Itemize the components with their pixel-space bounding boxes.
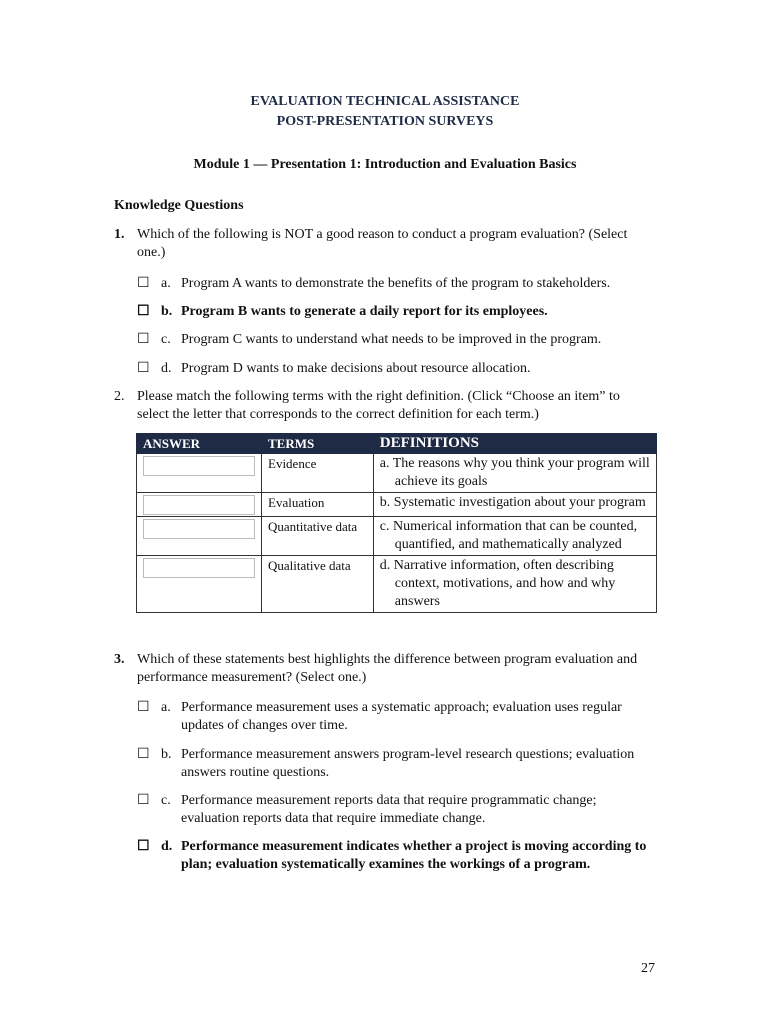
question-1 [114, 226, 654, 262]
definition-cell [373, 556, 656, 613]
option-letter: b. [161, 747, 172, 762]
definition-text: b. Systematic investigation about your program [379, 495, 646, 510]
checkbox-icon[interactable]: ☐ [137, 332, 150, 347]
answer-dropdown[interactable] [143, 558, 255, 578]
definition-text: d. Narrative information, often describing context, motivations, and how and why answers [379, 558, 616, 609]
definition-cell [373, 493, 656, 517]
option-letter: c. [161, 332, 171, 347]
checkbox-icon[interactable]: ☐ [137, 361, 150, 376]
answer-cell [137, 493, 262, 517]
page-number: 27 [641, 961, 655, 976]
definition-cell [373, 454, 656, 493]
checkbox-icon[interactable]: ☐ [137, 276, 150, 291]
option-text: Program C wants to understand what needs to be improved in the program. [181, 332, 602, 347]
option-text: Performance measurement reports data that require programmatic change; evaluation reports data that require immediate change. [181, 793, 597, 826]
q1-option-a[interactable] [137, 275, 657, 293]
column-header-definitions: DEFINITIONS [373, 434, 656, 454]
table-row [137, 556, 657, 613]
answer-cell [137, 454, 262, 493]
column-header-terms: TERMS [262, 434, 374, 454]
term-cell: Evidence [262, 454, 374, 493]
question-number: 3. [114, 652, 125, 667]
term-cell: Quantitative data [262, 517, 374, 556]
document-title-line1: EVALUATION TECHNICAL ASSISTANCE [250, 94, 520, 109]
option-letter: b. [161, 304, 173, 319]
option-text: Performance measurement uses a systematic approach; evaluation uses regular updates of changes over time. [181, 700, 622, 733]
option-letter: a. [161, 700, 171, 715]
answer-dropdown[interactable] [143, 495, 255, 515]
answer-dropdown[interactable] [143, 519, 255, 539]
answer-dropdown[interactable] [143, 456, 255, 476]
term-cell: Evaluation [262, 493, 374, 517]
module-heading: Module 1 — Presentation 1: Introduction and Evaluation Basics [193, 157, 577, 172]
checkbox-icon[interactable]: ☐ [137, 700, 150, 715]
question-2 [114, 388, 654, 424]
document-title-line2: POST-PRESENTATION SURVEYS [276, 114, 494, 129]
q1-option-b[interactable] [137, 303, 657, 321]
option-letter: d. [161, 361, 172, 376]
definition-cell [373, 517, 656, 556]
option-text: Program B wants to generate a daily report for its employees. [181, 304, 548, 319]
q1-option-d[interactable] [137, 360, 657, 378]
table-row [137, 517, 657, 556]
section-heading: Knowledge Questions [114, 198, 244, 213]
q3-option-d[interactable] [137, 838, 657, 874]
checkbox-icon[interactable]: ☐ [137, 839, 150, 854]
q1-option-c[interactable] [137, 331, 657, 349]
table-row [137, 454, 657, 493]
column-header-answer: ANSWER [137, 434, 262, 454]
option-text: Program A wants to demonstrate the benefits of the program to stakeholders. [181, 276, 611, 291]
question-number: 2. [114, 389, 125, 404]
q3-option-b[interactable] [137, 746, 657, 782]
answer-cell [137, 517, 262, 556]
question-number: 1. [114, 227, 125, 242]
question-text: Which of these statements best highlights the difference between program evaluation and performance measurement? (Select one.) [137, 652, 638, 685]
definition-text: a. The reasons why you think your program will achieve its goals [379, 456, 650, 489]
option-text: Performance measurement indicates whether a project is moving according to plan; evaluation systematically examines the workings of a program. [181, 839, 647, 872]
q3-option-a[interactable] [137, 699, 657, 735]
option-text: Program D wants to make decisions about resource allocation. [181, 361, 531, 376]
q3-option-c[interactable] [137, 792, 657, 828]
table-row [137, 493, 657, 517]
checkbox-icon[interactable]: ☐ [137, 747, 150, 762]
option-letter: d. [161, 839, 173, 854]
answer-cell [137, 556, 262, 613]
definition-text: c. Numerical information that can be counted, quantified, and mathematically analyzed [379, 519, 638, 552]
matching-table [136, 433, 657, 613]
question-text: Please match the following terms with the right definition. (Click “Choose an item” to select the letter that corresponds to the correct definition for each term.) [137, 389, 620, 422]
option-letter: a. [161, 276, 171, 291]
table-header-row [137, 434, 657, 454]
checkbox-icon[interactable]: ☐ [137, 793, 150, 808]
question-3 [114, 651, 654, 687]
option-letter: c. [161, 793, 171, 808]
term-cell: Qualitative data [262, 556, 374, 613]
option-text: Performance measurement answers program-level research questions; evaluation answers routine questions. [181, 747, 635, 780]
question-text: Which of the following is NOT a good reason to conduct a program evaluation? (Select one.) [137, 227, 628, 260]
checkbox-icon[interactable]: ☐ [137, 304, 150, 319]
